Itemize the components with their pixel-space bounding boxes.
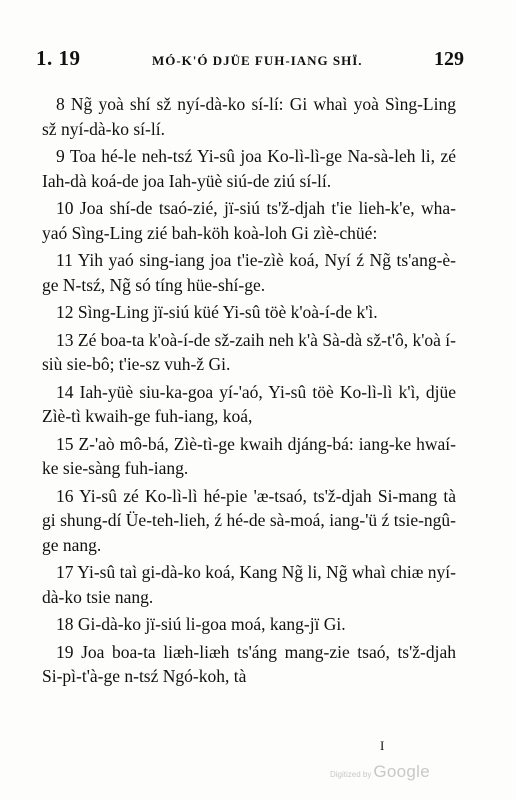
- digitized-watermark: [330, 762, 430, 782]
- verse-16: 16 Yi-sû zé Ko-lì-lì hé-pie 'æ-tsaó, ts'ž-djah Si-mang tà gi shung-dí Üe-teh-lieh, ź hé-de sà-moá, iang-'ü ź tsie-ngû-ge nang.: [42, 485, 456, 555]
- verse-8: 8 Ng̃ yoà shí sž nyí-dà-ko sí-lí: Gi whaì yoà Sìng-Ling sž nyí-dà-ko sí-lí.: [42, 94, 456, 139]
- page-header: [36, 46, 464, 74]
- verse-12: 12 Sìng-Ling jï-siú küé Yi-sû töè k'oà-í-de k'ì.: [56, 302, 378, 322]
- verse-17: 17 Yi-sû taì gi-dà-ko koá, Kang Ng̃ li, Ng̃ whaì chiæ nyí-dà-ko tsie nang.: [42, 562, 456, 607]
- verse-18: 18 Gi-dà-ko jï-siú li-goa moá, kang-jï Gi.: [56, 614, 346, 634]
- verse-14: 14 Iah-yüè siu-ka-goa yí-'aó, Yi-sû töè Ko-lì-lì k'ì, djüe Zìè-tì kwaih-ge fuh-iang, koá,: [42, 381, 456, 426]
- google-logo: Google: [373, 762, 430, 781]
- verse-13: 13 Zé boa-ta k'oà-í-de sž-zaih neh k'à Sà-dà sž-t'ô, k'oà í-siù sie-bô; t'ie-sz vuh-ž Gi.: [42, 329, 456, 374]
- watermark-digitized-text: Digitized by: [330, 770, 372, 779]
- verse-11: 11 Yih yaó sing-iang joa t'ie-zìè koá, Nyí ź Ng̃ ts'ang-è-ge N-tsź, Ng̃ só tíng hüe-shí-ge.: [42, 250, 456, 295]
- verse-15: 15 Z-'aò mô-bá, Zìè-tì-ge kwaih djáng-bá: iang-ke hwaí-ke sie-sàng fuh-iang.: [42, 433, 456, 478]
- verse-19: 19 Joa boa-ta liæh-liæh ts'áng mang-zie tsaó, ts'ž-djah Si-pì-t'à-ge n-tsź Ngó-koh, tà: [42, 641, 456, 686]
- signature-mark: I: [380, 738, 385, 753]
- verse-10: 10 Joa shí-de tsaó-zié, jï-siú ts'ž-djah t'ie lieh-k'e, wha-yaó Sìng-Ling zié bah-köh koà-loh Gi zìè-chüé:: [42, 198, 456, 243]
- running-title: MÓ-K'Ó DJÜE FUH-IANG SHÏ.: [151, 53, 363, 68]
- page-number: 129: [434, 48, 464, 70]
- chapter-reference: 1. 19: [36, 46, 81, 70]
- verse-9: 9 Toa hé-le neh-tsź Yi-sû joa Ko-lì-lì-ge Na-sà-leh li, zé Iah-dà koá-de joa Iah-yüè siú-de ziú sí-lí.: [42, 146, 456, 191]
- verse-text: [42, 92, 456, 692]
